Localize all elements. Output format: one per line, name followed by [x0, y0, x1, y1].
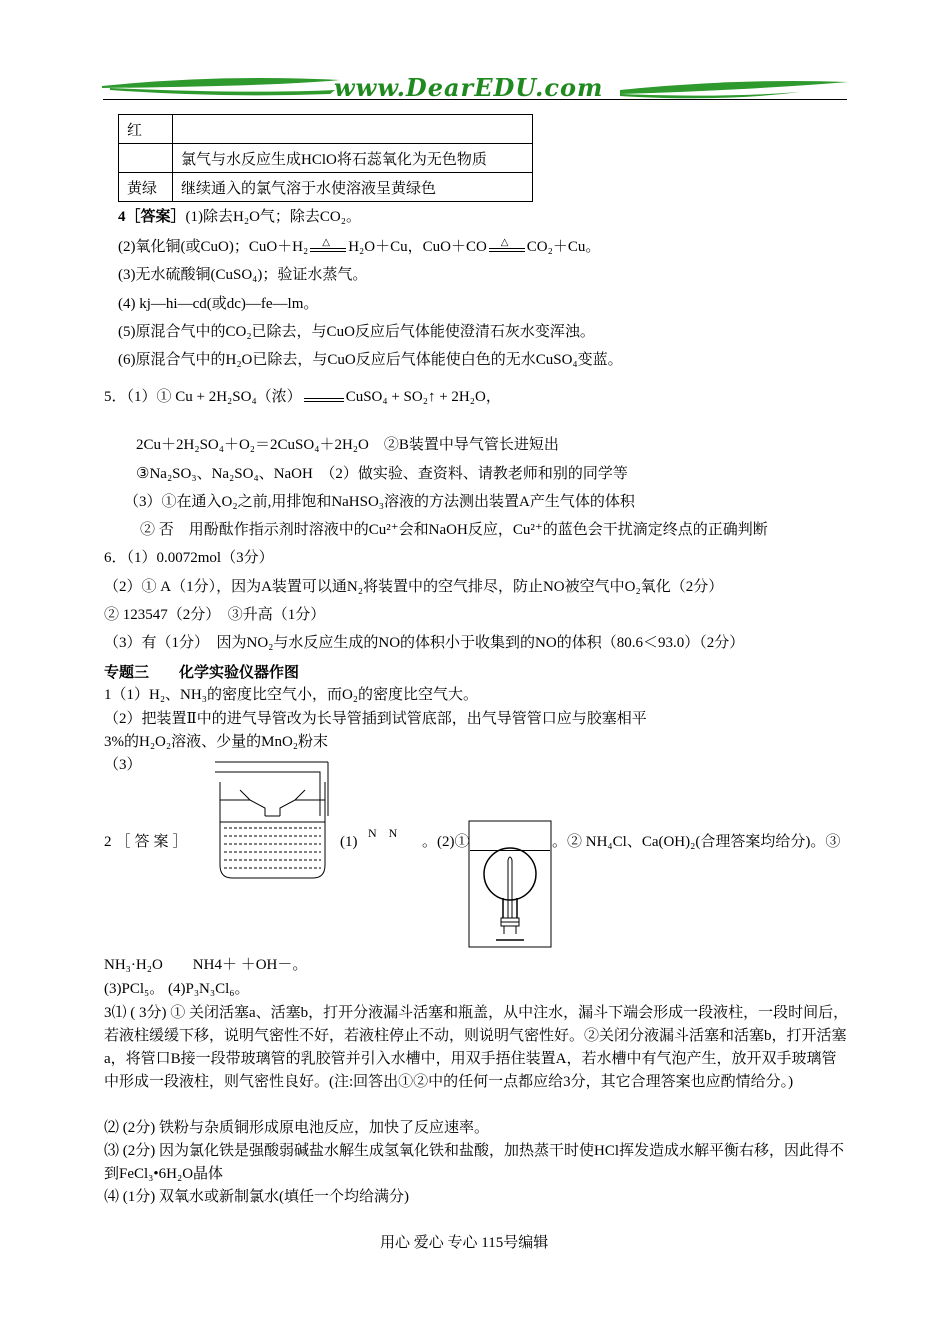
q5-line1 [104, 388, 501, 406]
q2-part1: (1) [340, 834, 358, 850]
q2-nn: N N [368, 826, 398, 840]
q2-part3: 。② NH₄Cl、Ca(OH)₂(合理答案均给分)。③ [552, 834, 841, 850]
table-row [119, 144, 533, 173]
q6-line1: 6．（1）0.0072mol（3分） [104, 550, 274, 566]
q5-text: 5．（1）① Cu + 2H₂SO₄（浓） [104, 389, 302, 405]
q2-label: 2［答案］ [104, 834, 192, 850]
q3-paragraph1: 3⑴ ( 3分) ① 关闭活塞a、活塞b，打开分液漏斗活塞和瓶盖，从中注水，漏斗下端会形成一段液柱，一段时间后，若液柱缓缓下移，说明气密性不好，若液柱停止不动，则说明气密性好。②关闭分液漏斗活塞和活塞b，打开活塞a，将管口B接一段带玻璃管的乳胶管并引入水槽中，用双手捂住装置A，若水槽中有气泡产生，放开双手玻璃管中形成一段液柱，则气密性良好。(注:回答出①②中的任何一点都应给3分，其它合理答案也应酌情给分。) [104, 1005, 849, 1090]
q6-line4: （3）有（1分） 因为NO₂与水反应生成的NO的体积小于收集到的NO的体积（80.6＜93.0）（2分） [104, 635, 745, 651]
q4-text: (1)除去H₂O气；除去CO₂。 [185, 209, 361, 225]
q4-label: 4［答案］ [118, 209, 186, 225]
q6-line3: ② 123547（2分） ③升高（1分） [104, 607, 326, 623]
section-title: 专题三 化学实验仪器作图 [104, 665, 300, 681]
header-logo-text[interactable]: www.DearEDU.com [334, 73, 604, 102]
q5-line4: （3）①在通入O₂之前,用排饱和NaHSO₃溶液的方法测出装置A产生气体的体积 [124, 494, 635, 510]
footer-text: 用心 爱心 专心 115号编辑 [380, 1235, 549, 1251]
heat-triangle: △ [500, 236, 509, 248]
q3-paragraph2: ⑵ (2分) 铁粉与杂质铜形成原电池反应，加快了反应速率。 [104, 1120, 489, 1136]
q4-text: H₂O＋Cu，CuO＋CO [348, 239, 487, 255]
table-cell: 黄绿 [119, 173, 173, 202]
heat-equals-sign [310, 236, 346, 256]
table-cell [119, 144, 173, 173]
flask-diagram [468, 820, 552, 948]
q6-line2: （2）① A（1分），因为A装置可以通N₂将装置中的空气排尽，防止NO被空气中O₂氧化（2分） [104, 579, 724, 595]
q4-line4: (4) kj—hi—cd(或dc)—fe—lm。 [118, 296, 319, 312]
q3-paragraph3: ⑶ (2分) 因为氯化铁是强酸弱碱盐水解生成氢氧化铁和盐酸，加热蒸干时使HCl挥发造成水解平衡右移，因此得不到FeCl₃•6H₂O晶体 [104, 1143, 844, 1182]
q5-text: CuSO₄ + SO₂↑ + 2H₂O， [345, 389, 501, 405]
q4-line6: (6)原混合气中的H₂O已除去，与CuO反应后气体能使白色的无水CuSO₄变蓝。 [118, 352, 623, 368]
table-cell: 继续通入的氯气溶于水使溶液呈黄绿色 [173, 173, 533, 202]
q5-line2: 2Cu＋2H₂SO₄＋O₂＝2CuSO₄＋2H₂O ②B装置中导气管长进短出 [136, 437, 559, 453]
t3-nh3-line: NH₃·H₂O NH4＋ ＋OH－。 [104, 957, 308, 973]
t3-line2: （2）把装置Ⅱ中的进气导管改为长导管插到试管底部，出气导管管口应与胶塞相平 [104, 711, 647, 727]
q5-line5: ② 否 用酚酞作指示剂时溶液中的Cu²⁺会和NaOH反应，Cu²⁺的蓝色会干扰滴定终点的正确判断 [140, 522, 768, 538]
table-cell: 红 [119, 115, 173, 144]
heat-triangle: △ [322, 236, 330, 248]
q4-text: CO₂＋Cu。 [526, 239, 601, 255]
t3-line4: （3） [104, 757, 142, 773]
table-cell [173, 115, 533, 144]
q3-paragraph4: ⑷ (1分) 双氧水或新制氯水(填任一个均给满分) [104, 1189, 409, 1205]
t3-line1: 1（1）H₂、NH₃的密度比空气小，而O₂的密度比空气大。 [104, 687, 479, 703]
q4-line5: (5)原混合气中的CO₂已除去，与CuO反应后气体能使澄清石灰水变浑浊。 [118, 324, 595, 340]
t3-line3: 3%的H₂O₂溶液、少量的MnO₂粉末 [104, 734, 329, 750]
t3-pcl-line: (3)PCl₅。 (4)P₃N₃Cl₆。 [104, 981, 250, 997]
q2-part2: 。(2)① [422, 834, 470, 850]
q4-line2 [118, 238, 600, 256]
reaction-equals-sign [304, 390, 344, 406]
table-row [119, 173, 533, 202]
header-rule [103, 99, 847, 100]
q4-line3: (3)无水硫酸铜(CuSO₄)；验证水蒸气。 [118, 267, 368, 283]
table-row [119, 115, 533, 144]
heat-equals-sign [489, 236, 525, 256]
q5-line3: ③Na₂SO₃、Na₂SO₄、NaOH （2）做实验、查资料、请教老师和别的同学等 [136, 466, 628, 482]
beaker-diagram [210, 760, 335, 885]
q4-line1 [118, 208, 361, 226]
table-cell: 氯气与水反应生成HClO将石蕊氧化为无色物质 [173, 144, 533, 173]
result-table [118, 114, 533, 202]
q4-text: (2)氧化铜(或CuO)；CuO＋H₂ [118, 239, 309, 255]
